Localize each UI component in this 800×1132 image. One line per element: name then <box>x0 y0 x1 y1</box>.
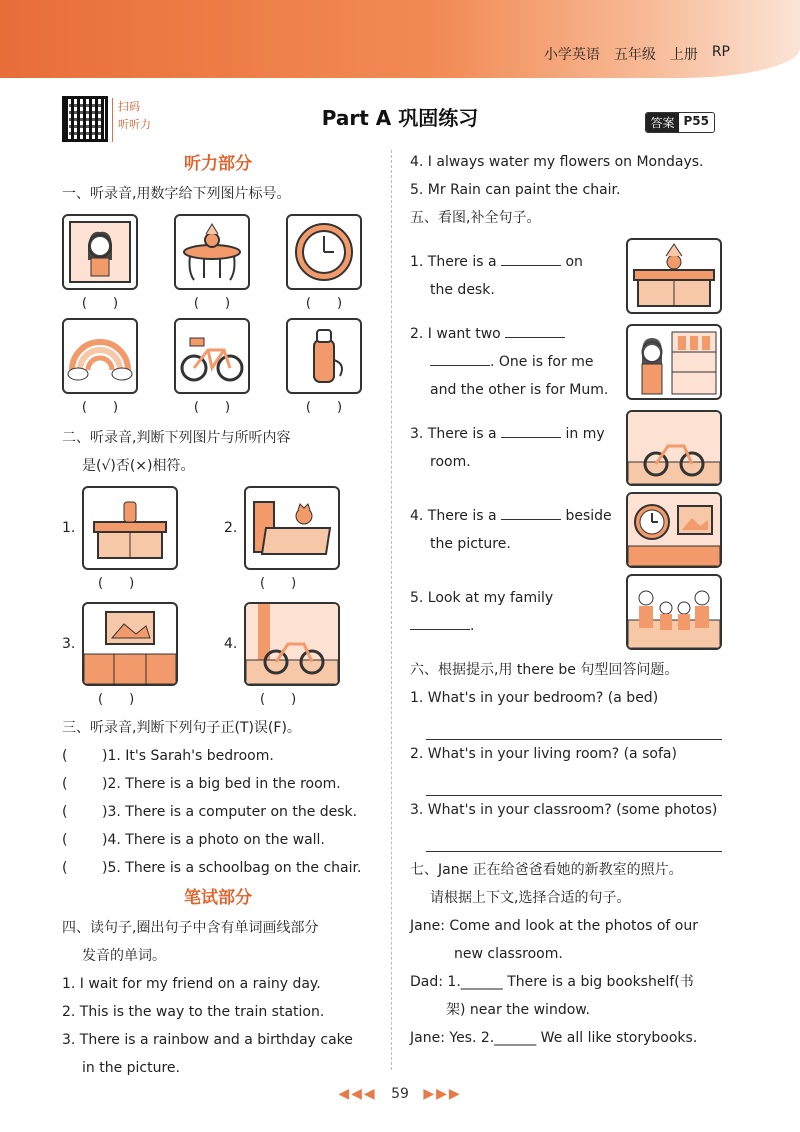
q2-title-line2: 是(√)否(×)相符。 <box>82 458 195 474</box>
q4-title-line2: 发音的单词。 <box>82 948 166 964</box>
q6-item: 2. What's in your living room? (a sofa) <box>410 746 677 762</box>
q3-item <box>62 742 374 770</box>
answer-line[interactable] <box>426 768 722 796</box>
q6-item: 3. What's in your classroom? (some photos) <box>410 802 718 818</box>
q2-number: 4. <box>224 636 238 652</box>
book-info <box>544 44 730 64</box>
answer-page: P55 <box>683 114 709 128</box>
answer-paren[interactable]: ( ) <box>81 400 119 415</box>
q5-text-a: 2. I want two <box>410 326 501 342</box>
answer-blank[interactable] <box>430 350 490 366</box>
q4-item: 2. This is the way to the train station. <box>62 1004 325 1020</box>
q3-title: 三、听录音,判断下列句子正(T)误(F)。 <box>62 720 301 736</box>
desk-bottle-icon <box>82 486 178 570</box>
table-flowers-icon <box>174 214 250 290</box>
q6-item: 1. What's in your bedroom? (a bed) <box>410 690 659 706</box>
q1-item <box>62 318 138 422</box>
header-band <box>0 0 800 78</box>
q3-item <box>62 826 374 854</box>
q2-item <box>224 602 374 714</box>
q3-item <box>62 798 374 826</box>
q5-text-b: on <box>565 254 583 270</box>
page-number: 59 <box>391 1086 409 1102</box>
left-column <box>62 148 374 1082</box>
rainbow-icon <box>62 318 138 394</box>
speaker: Jane: <box>410 1030 445 1046</box>
volume-label: 上册 <box>669 47 698 63</box>
dialogue-text: new classroom. <box>454 946 563 962</box>
dialogue-line <box>410 968 722 996</box>
next-arrows-icon: ▶▶▶ <box>423 1086 462 1102</box>
q5-text-c: room. <box>430 454 471 470</box>
answer-blank[interactable] <box>501 250 561 266</box>
tf-paren[interactable]: ( <box>62 860 68 876</box>
q1-title: 一、听录音,用数字给下列图片标号。 <box>62 186 291 202</box>
page-title: Part A 巩固练习 <box>321 106 479 130</box>
grade-label: 五年级 <box>613 47 656 63</box>
dialogue-line <box>410 1024 722 1052</box>
bicycle-room-icon <box>244 602 340 686</box>
answer-paren[interactable]: ( ) <box>193 296 231 311</box>
answer-paren[interactable]: ( ) <box>98 576 135 591</box>
q5-text-b: . <box>470 618 475 634</box>
q4-item-continued: in the picture. <box>82 1060 180 1076</box>
listening-heading: 听力部分 <box>184 154 252 174</box>
q2-picture-grid <box>62 486 374 714</box>
answer-paren[interactable]: ( ) <box>98 692 135 707</box>
q5-title: 五、看图,补全句子。 <box>410 210 541 226</box>
water-bottle-icon <box>286 318 362 394</box>
q1-item <box>286 214 362 318</box>
answer-paren[interactable]: ( ) <box>193 400 231 415</box>
writing-heading: 笔试部分 <box>184 888 252 908</box>
q4-item: 3. There is a rainbow and a birthday cake <box>62 1032 353 1048</box>
desk-vase-icon <box>626 238 722 314</box>
q3-list <box>62 742 374 882</box>
q5-item <box>410 320 722 404</box>
prev-arrows-icon: ◀◀◀ <box>338 1086 377 1102</box>
q1-item <box>174 318 250 422</box>
listen-label: 听听力 <box>118 118 151 131</box>
answer-line[interactable] <box>426 824 722 852</box>
q5-text-b: in my <box>565 426 605 442</box>
answer-blank[interactable] <box>501 422 561 438</box>
q5-text-c: and the other is for Mum. <box>430 382 609 398</box>
q7-title-line1: 七、Jane 正在给爸爸看她的新教室的照片。 <box>410 862 683 878</box>
dialogue-text: 1.______ There is a big bookshelf(书 <box>447 974 694 990</box>
answer-blank[interactable] <box>505 322 565 338</box>
q6-title: 六、根据提示,用 there be 句型回答问题。 <box>410 662 679 678</box>
subject-label: 小学英语 <box>543 47 600 63</box>
q5-text-c: the desk. <box>430 282 495 298</box>
bed-cat-icon <box>244 486 340 570</box>
q2-number: 1. <box>62 520 76 536</box>
q4-item: 5. Mr Rain can paint the chair. <box>410 182 621 198</box>
family-photo-icon <box>626 574 722 650</box>
q5-text-c: the picture. <box>430 536 511 552</box>
q4-title-line1: 四、读句子,圈出句子中含有单词画线部分 <box>62 920 319 936</box>
dialogue-text: Come and look at the photos of our <box>449 918 698 934</box>
dialogue-line <box>410 996 722 1024</box>
column-divider <box>391 150 392 1070</box>
q5-text-b: . One is for me <box>490 354 594 370</box>
answer-blank[interactable] <box>501 504 561 520</box>
wall-photo-icon <box>82 602 178 686</box>
q3-text: )2. There is a big bed in the room. <box>102 776 341 792</box>
answer-paren[interactable]: ( ) <box>260 576 297 591</box>
q2-number: 2. <box>224 520 238 536</box>
girl-portrait-icon <box>62 214 138 290</box>
q2-item <box>62 486 212 598</box>
q3-text: )3. There is a computer on the desk. <box>102 804 358 820</box>
q5-text-a: 4. There is a <box>410 508 497 524</box>
speaker: Jane: <box>410 918 445 934</box>
tf-paren[interactable]: ( <box>62 832 68 848</box>
answer-blank[interactable] <box>410 614 470 630</box>
right-column <box>410 148 722 1052</box>
dialogue-text: Yes. 2.______ We all like storybooks. <box>449 1030 698 1046</box>
speaker: Dad: <box>410 974 443 990</box>
edition-label: RP <box>711 44 730 60</box>
q5-item <box>410 410 722 486</box>
q5-item <box>410 492 722 568</box>
tf-paren[interactable]: ( <box>62 804 68 820</box>
q5-text-a: 5. Look at my family <box>410 590 554 606</box>
answer-label: 答案 <box>646 113 678 132</box>
q3-text: )4. There is a photo on the wall. <box>102 832 325 848</box>
q1-picture-grid <box>62 214 374 422</box>
scan-label: 扫码 <box>118 100 140 113</box>
q1-item <box>62 214 138 318</box>
dialogue-line <box>410 912 722 940</box>
girl-shelf-icon <box>626 324 722 400</box>
q4-item: 4. I always water my flowers on Mondays. <box>410 154 704 170</box>
q3-item <box>62 854 374 882</box>
q2-number: 3. <box>62 636 76 652</box>
q2-item <box>224 486 374 598</box>
q5-text-a: 1. There is a <box>410 254 497 270</box>
tf-paren[interactable]: ( <box>62 748 68 764</box>
answer-paren[interactable]: ( ) <box>305 400 343 415</box>
q4-item: 1. I wait for my friend on a rainy day. <box>62 976 321 992</box>
q5-item <box>410 238 722 314</box>
page-footer <box>0 1086 800 1102</box>
q3-text: )5. There is a schoolbag on the chair. <box>102 860 362 876</box>
q5-text-a: 3. There is a <box>410 426 497 442</box>
q7-title-line2: 请根据上下文,选择合适的句子。 <box>430 890 631 906</box>
answer-paren[interactable]: ( ) <box>81 296 119 311</box>
answer-paren[interactable]: ( ) <box>260 692 297 707</box>
answer-tag <box>645 112 715 133</box>
bicycle-icon <box>174 318 250 394</box>
bike-room-icon <box>626 410 722 486</box>
clock-picture-icon <box>626 492 722 568</box>
dialogue-text: 架) near the window. <box>446 1002 590 1018</box>
dialogue-line <box>410 940 722 968</box>
wall-clock-icon <box>286 214 362 290</box>
q2-item <box>62 602 212 714</box>
q3-item <box>62 770 374 798</box>
answer-line[interactable] <box>426 712 722 740</box>
q2-title-line1: 二、听录音,判断下列图片与所听内容 <box>62 430 291 446</box>
tf-paren[interactable]: ( <box>62 776 68 792</box>
q3-text: )1. It's Sarah's bedroom. <box>102 748 274 764</box>
q1-item <box>286 318 362 422</box>
q1-item <box>174 214 250 318</box>
q5-item <box>410 574 722 650</box>
answer-paren[interactable]: ( ) <box>305 296 343 311</box>
q5-text-b: beside <box>565 508 612 524</box>
